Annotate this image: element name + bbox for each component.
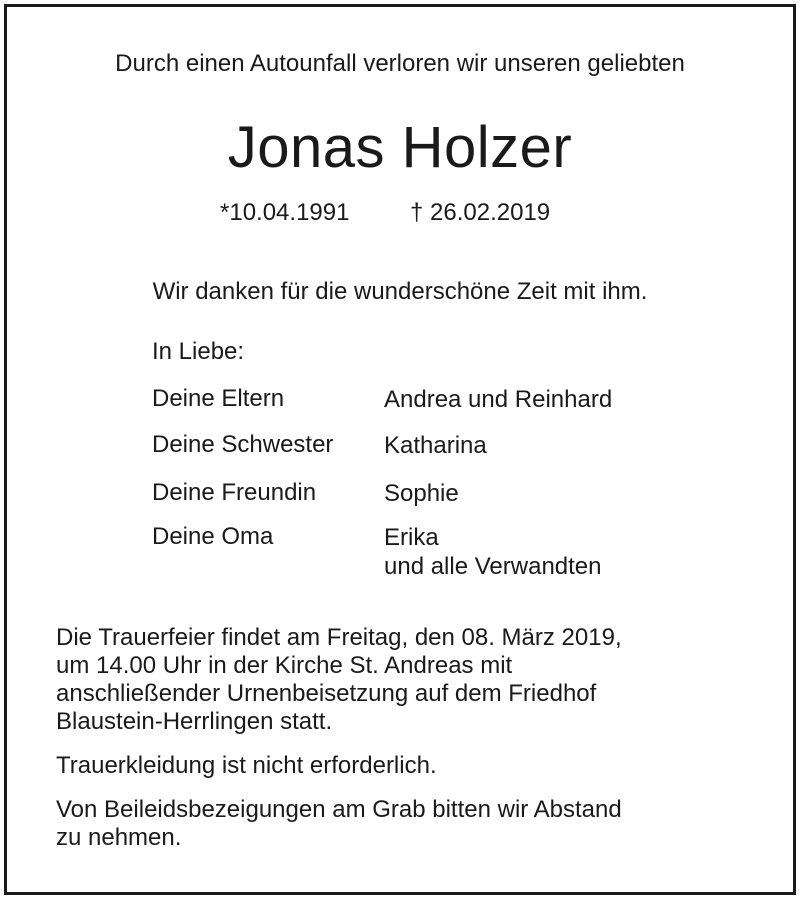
mourner-names: Erika und alle Verwandten <box>384 524 602 580</box>
death-date: † 26.02.2019 <box>410 199 551 226</box>
mourner-relation: Deine Freundin <box>152 479 317 506</box>
mourner-names: Andrea und Reinhard <box>384 386 613 413</box>
birth-date: *10.04.1991 <box>220 199 350 226</box>
service-info: Die Trauerfeier findet am Freitag, den 08. März 2019, um 14.00 Uhr in der Kirche St. Andreas mit anschließender Urnenbeisetzung auf dem Friedhof Blaustein-Herrlingen statt. <box>56 624 622 735</box>
intro-text: Durch einen Autounfall verloren wir unseren geliebten <box>115 50 685 77</box>
mourner-relation: Deine Eltern <box>152 385 285 412</box>
mourner-relation: Deine Schwester <box>152 431 334 458</box>
dress-info: Trauerkleidung ist nicht erforderlich. <box>56 752 437 779</box>
mourner-names: Katharina <box>384 432 487 459</box>
deceased-name: Jonas Holzer <box>227 115 573 180</box>
love-label: In Liebe: <box>152 338 245 365</box>
mourner-relation: Deine Oma <box>152 523 274 550</box>
mourner-names: Sophie <box>384 480 459 507</box>
thanks-text: Wir danken für die wunderschöne Zeit mit ihm. <box>152 278 648 305</box>
condolence-info: Von Beileidsbezeigungen am Grab bitten wir Abstand zu nehmen. <box>56 796 622 851</box>
